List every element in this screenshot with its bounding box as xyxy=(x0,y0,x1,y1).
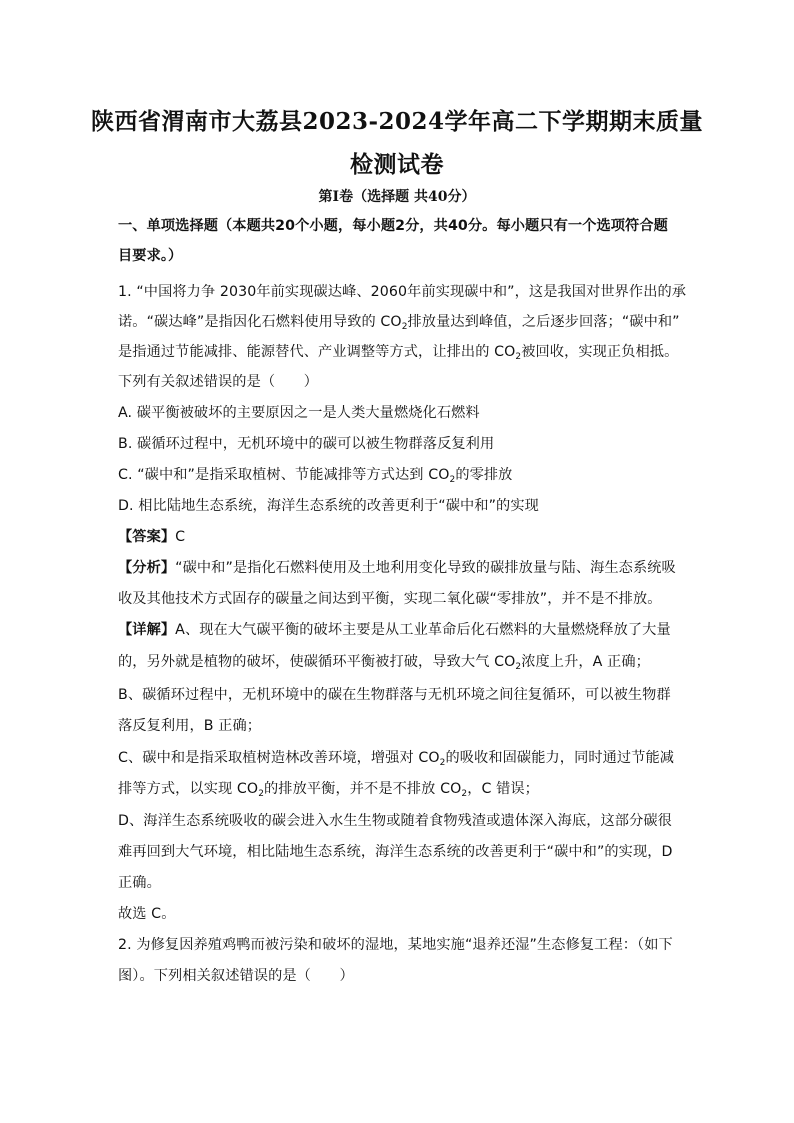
q1-option-d: D. 相比陆地生态系统，海洋生态系统的改善更利于“碳中和”的实现 xyxy=(118,498,539,514)
detail-a-text2b: 浓度上升，A 正确； xyxy=(521,654,650,670)
q1-detail-c-line1 xyxy=(118,748,688,768)
document-title-line2: 检测试卷 xyxy=(350,151,444,178)
q1-detail-b-line1: B、碳循环过程中，无机环境中的碳在生物群落与无机环境之间往复循环，可以被生物群 xyxy=(118,687,671,703)
section-heading-line1: 一、单项选择题（本题共20个小题，每小题2分，共40分。每小题只有一个选项符合题 xyxy=(118,218,668,234)
q2-stem-line2: 图）。下列相关叙述错误的是（ ） xyxy=(118,968,354,984)
q1-detail-c-line2 xyxy=(118,779,688,799)
answer-value: C xyxy=(175,529,186,545)
q1-answer xyxy=(118,527,688,547)
q1-stem-line3-part2: 被回收，实现正负相抵。 xyxy=(521,344,679,360)
detail-c-text2a: 排等方式，以实现 CO xyxy=(118,781,259,797)
q1-stem-line2-part2: 排放量达到峰值，之后逐步回落；“碳中和” xyxy=(407,314,680,330)
subscript: 2 xyxy=(401,322,408,332)
q1-analysis-line2: 收及其他技术方式固存的碳量之间达到平衡，实现二氧化碳“零排放”，并不是不排放。 xyxy=(118,591,662,607)
q1-option-c xyxy=(118,465,688,485)
subscript: 2 xyxy=(461,789,468,799)
q1-stem-line3-part1: 是指通过节能减排、能源替代、产业调整等方式，让排出的 CO xyxy=(118,344,516,360)
detail-a-text1: A、现在大气碳平衡的破坏主要是从工业革命后化石燃料的大量燃烧释放了大量 xyxy=(175,622,671,638)
q1-stem-line2-part1: 诺。“碳达峰”是指因化石燃料使用导致的 CO xyxy=(118,314,402,330)
detail-a-text2a: 的，另外就是植物的破坏，使碳循环平衡被打破，导致大气 CO xyxy=(118,654,516,670)
q1-detail-b-line2: 落反复利用，B 正确； xyxy=(118,718,262,734)
subscript: 2 xyxy=(439,758,446,768)
q1-stem-line2 xyxy=(118,312,688,332)
q1-option-b: B. 碳循环过程中，无机环境中的碳可以被生物群落反复利用 xyxy=(118,436,495,452)
analysis-label: 【分析】 xyxy=(118,560,176,576)
answer-label: 【答案】 xyxy=(118,529,176,545)
q1-detail-d-line1: D、海洋生态系统吸收的碳会进入水生生物或随着食物残渣或遗体深入海底，这部分碳很 xyxy=(118,813,672,829)
detail-label: 【详解】 xyxy=(118,622,176,638)
q1-stem-line4: 下列有关叙述错误的是（ ） xyxy=(118,374,319,390)
q1-detail-d-line2: 难再回到大气环境，相比陆地生态系统，海洋生态系统的改善更利于“碳中和”的实现，D xyxy=(118,844,673,860)
q1-detail-d-line3: 正确。 xyxy=(118,875,161,891)
q1-detail-a-line1 xyxy=(118,620,688,640)
q1-option-c-part2: 的零排放 xyxy=(455,467,513,483)
analysis-text1: “碳中和”是指化石燃料使用及土地利用变化导致的碳排放量与陆、海生态系统吸 xyxy=(175,560,676,576)
q1-option-a: A. 碳平衡被破坏的主要原因之一是人类大量燃烧化石燃料 xyxy=(118,405,480,421)
q1-analysis-line1 xyxy=(118,558,688,578)
q1-stem-line3 xyxy=(118,342,688,362)
subscript: 2 xyxy=(515,352,522,362)
q1-detail-a-line2 xyxy=(118,652,688,672)
subscript: 2 xyxy=(515,662,522,672)
q1-stem-line1: 1. “中国将力争 2030年前实现碳达峰、2060年前实现碳中和”，这是我国对世界作出的承 xyxy=(118,284,687,300)
q1-option-c-part1: C. “碳中和”是指采取植树、节能减排等方式达到 CO xyxy=(118,467,450,483)
q1-conclusion: 故选 C。 xyxy=(118,906,176,922)
document-title-line1: 陕西省渭南市大荔县2023-2024学年高二下学期期末质量 xyxy=(90,108,704,135)
section-subtitle: 第Ⅰ卷（选择题 共40分） xyxy=(318,189,476,205)
detail-c-text2c: ，C 错误； xyxy=(467,781,539,797)
detail-c-text2b: 的排放平衡，并不是不排放 CO xyxy=(264,781,462,797)
section-heading-line2: 目要求。） xyxy=(118,248,183,264)
detail-c-text1a: C、碳中和是指采取植树造林改善环境，增强对 CO xyxy=(118,750,440,766)
q2-stem-line1: 2. 为修复因养殖鸡鸭而被污染和破坏的湿地，某地实施“退养还湿”生态修复工程：（如下 xyxy=(118,937,673,953)
detail-c-text1b: 的吸收和固碳能力，同时通过节能减 xyxy=(445,750,675,766)
subscript: 2 xyxy=(258,789,265,799)
subscript: 2 xyxy=(449,475,456,485)
